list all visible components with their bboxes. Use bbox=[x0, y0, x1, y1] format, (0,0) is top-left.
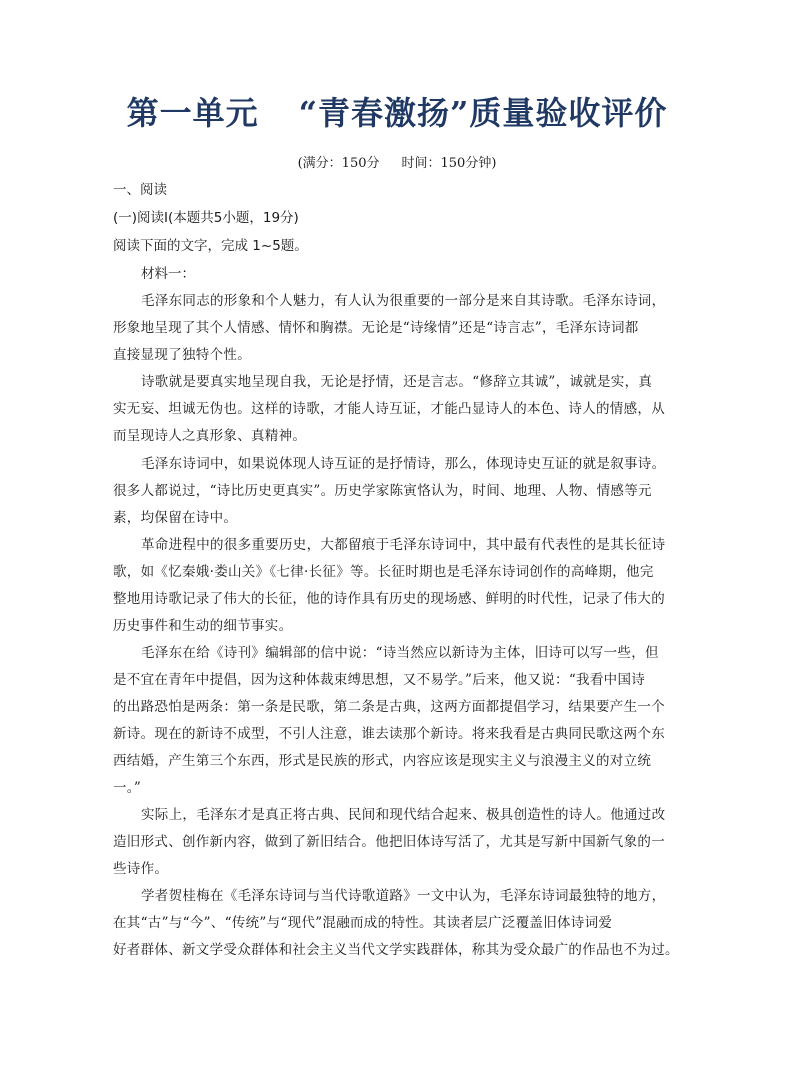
body-line: 新诗。现在的新诗不成型，不引人注意，谁去读那个新诗。将来我看是古典同民歌这两个东 bbox=[113, 726, 665, 742]
body-line: 一。” bbox=[113, 780, 142, 796]
body-line: 的出路恐怕是两条：第一条是民歌，第二条是古典，这两方面都提倡学习，结果要产生一个 bbox=[113, 699, 665, 715]
time-limit: 时间：150分钟) bbox=[401, 156, 497, 171]
instruction: 阅读下面的文字，完成 1~5题。 bbox=[113, 238, 308, 254]
section-heading: 一、阅读 bbox=[113, 182, 167, 198]
body-line: 实无妄、坦诚无伪也。这样的诗歌，才能人诗互证，才能凸显诗人的本色、诗人的情感，从 bbox=[113, 401, 665, 417]
section-subheading: (一)阅读Ⅰ(本题共5小题，19分) bbox=[113, 210, 299, 226]
body-line: 毛泽东诗词中，如果说体现人诗互证的是抒情诗，那么，体现诗史互证的就是叙事诗。 bbox=[141, 456, 666, 472]
title-theme: “青春激扬”质量验收评价 bbox=[298, 94, 668, 132]
body-line: 诗歌就是要真实地呈现自我，无论是抒情，还是言志。“修辞立其诚”，诚就是实，真 bbox=[141, 374, 653, 390]
body-line: 西结婚，产生第三个东西，形式是民族的形式，内容应该是现实主义与浪漫主义的对立统 bbox=[113, 753, 652, 769]
body-line: 直接显现了独特个性。 bbox=[113, 347, 251, 363]
body-line: 在其“古”与“今”、“传统”与“现代”混融而成的特性。其读者层广泛覆盖旧体诗词爱 bbox=[113, 915, 613, 931]
body-line: 好者群体、新文学受众群体和社会主义当代文学实践群体，称其为受众最广的作品也不为过。 bbox=[113, 942, 679, 958]
body-line: 素，均保留在诗中。 bbox=[113, 510, 238, 526]
body-line: 整地用诗歌记录了伟大的长征，他的诗作具有历史的现场感、鲜明的时代性，记录了伟大的 bbox=[113, 591, 665, 607]
body-line: 是不宜在青年中提倡，因为这种体裁束缚思想，又不易学。”后来，他又说：“我看中国诗 bbox=[113, 672, 646, 688]
body-line: 而呈现诗人之真形象、真精神。 bbox=[113, 428, 307, 444]
body-line: 革命进程中的很多重要历史，大都留痕于毛泽东诗词中，其中最有代表性的是其长征诗 bbox=[141, 537, 666, 553]
body-line: 历史事件和生动的细节事实。 bbox=[113, 618, 293, 634]
page-title bbox=[0, 88, 794, 134]
title-unit: 第一单元 bbox=[126, 94, 259, 132]
body-line: 毛泽东在给《诗刊》编辑部的信中说：“诗当然应以新诗为主体，旧诗可以写一些，但 bbox=[141, 645, 659, 661]
body-line: 歌，如《忆秦娥·娄山关》《七律·长征》等。长征时期也是毛泽东诗词创作的高峰期，他完 bbox=[113, 564, 654, 580]
body-line: 很多人都说过，“诗比历史更真实”。历史学家陈寅恪认为，时间、地理、人物、情感等元 bbox=[113, 483, 652, 499]
body-line: 造旧形式、创作新内容，做到了新旧结合。他把旧体诗写活了，尤其是写新中国新气象的一 bbox=[113, 834, 665, 850]
body-line: 形象地呈现了其个人情感、情怀和胸襟。无论是“诗缘情”还是“诗言志”，毛泽东诗词都 bbox=[113, 320, 639, 336]
body-line: 学者贺桂梅在《毛泽东诗词与当代诗歌道路》一文中认为，毛泽东诗词最独特的地方， bbox=[141, 888, 666, 904]
body-line: 些诗作。 bbox=[113, 861, 169, 877]
exam-info bbox=[0, 152, 794, 171]
body-line: 毛泽东同志的形象和个人魅力，有人认为很重要的一部分是来自其诗歌。毛泽东诗词， bbox=[141, 293, 666, 309]
material-label: 材料一： bbox=[141, 266, 195, 282]
full-score: (满分：150分 bbox=[297, 156, 380, 171]
body-line: 实际上，毛泽东才是真正将古典、民间和现代结合起来、极具创造性的诗人。他通过改 bbox=[141, 807, 666, 823]
